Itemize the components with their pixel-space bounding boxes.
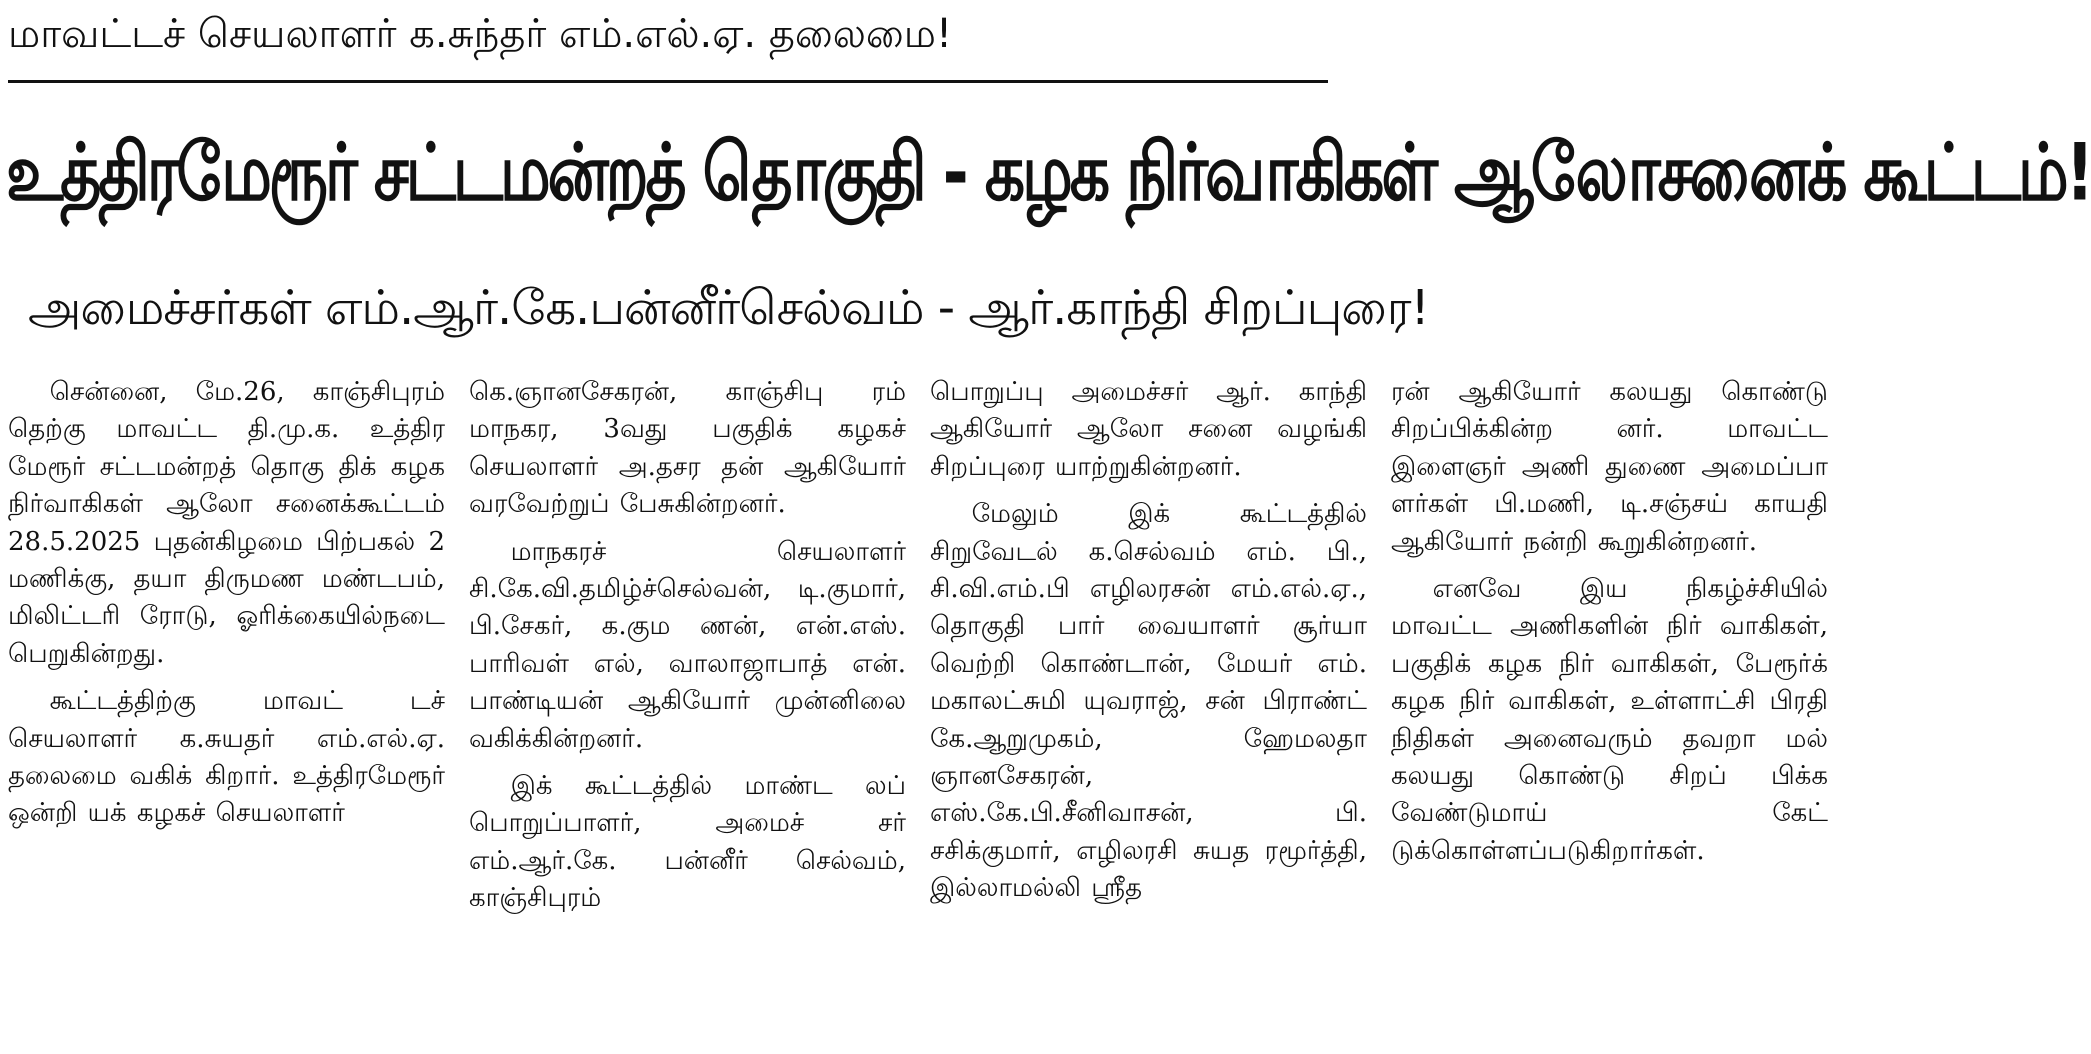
article-column-3: [930, 374, 1367, 1054]
article-column-4: [1391, 374, 1828, 1054]
paragraph: பொறுப்பு அமைச்சர் ஆர். காந்தி ஆகியோர் ஆலோ சனை வழங்கி சிறப்புரை யாற்றுகின்றனர்.: [930, 377, 1367, 482]
paragraph: ரன் ஆகியோர் கலயது கொண்டு சிறப்பிக்கின்ற னர். மாவட்ட இளைஞர் அணி துணை அமைப்பா ளர்கள் பி.மணி, டி.சஞ்சய் காயதி ஆகியோர் நன்றி கூறுகின்றனர்.: [1391, 377, 1828, 557]
paragraph: எனவே இய நிகழ்ச்சியில் மாவட்ட அணிகளின் நிர் வாகிகள், பகுதிக் கழக நிர் வாகிகள், பேரூர்க் கழக நிர் வாகிகள், உள்ளாட்சி பிரதி நிதிகள் அனைவரும் தவறா மல் கலயது கொண்டு சிறப் பிக்க வேண்டுமாய் கேட் டுக்கொள்ளப்படுகிறார்கள்.: [1391, 574, 1828, 866]
article-column-2: [469, 374, 906, 1054]
headline: உத்திரமேரூர் சட்டமன்றத் தொகுதி - கழக நிர்வாகிகள் ஆலோசனைக் கூட்டம்!: [6, 126, 2091, 218]
paragraph: மேலும் இக் கூட்டத்தில் சிறுவேடல் க.செல்வம் எம். பி., சி.வி.எம்.பி எழிலரசன் எம்.எல்.ஏ., தொகுதி பார் வையாளர் சூர்யா வெற்றி கொண்டான், மேயர் எம். மகாலட்சுமி யுவராஜ், சன் பிராண்ட் கே.ஆறுமுகம், ஹேமலதா ஞானசேகரன், எஸ்.கே.பி.சீனிவாசன், பி. சசிக்குமார், எழிலரசி சுயத ரமூர்த்தி, இல்லாமல்லி ஸ்ரீத: [930, 499, 1367, 904]
paragraph: இக் கூட்டத்தில் மாண்ட லப் பொறுப்பாளர், அமைச் சர் எம்.ஆர்.கே. பன்னீர் செல்வம், காஞ்சிபுரம்: [469, 771, 906, 914]
paragraph: மாநகரச் செயலாளர் சி.கே.வி.தமிழ்ச்செல்வன், டி.குமார், பி.சேகர், க.கும ணன், என்.எஸ். பாரிவள் எல், வாலாஜாபாத் என். பாண்டியன் ஆகியோர் முன்னிலை வகிக்கின்றனர்.: [469, 536, 906, 754]
paragraph: கெ.ஞானசேகரன், காஞ்சிபு ரம் மாநகர, 3வது பகுதிக் கழகச் செயலாளர் அ.தசர தன் ஆகியோர் வரவேற்றுப் பேசுகின்றனர்.: [469, 377, 906, 520]
article-body: [8, 374, 1828, 1054]
kicker-line: மாவட்டச் செயலாளர் க.சுந்தர் எம்.எல்.ஏ. தலைமை!: [8, 11, 953, 57]
subheadline: அமைச்சர்கள் எம்.ஆர்.கே.பன்னீர்செல்வம் - ஆர்.காந்தி சிறப்புரை!: [28, 280, 1429, 336]
kicker-underline: [8, 80, 1328, 83]
article-column-1: [8, 374, 445, 1054]
paragraph: சென்னை, மே.26, காஞ்சிபுரம் தெற்கு மாவட்ட தி.மு.க. உத்திர மேரூர் சட்டமன்றத் தொகு திக் கழக நிர்வாகிகள் ஆலோ சனைக்கூட்டம் 28.5.2025 புதன்கிழமை பிற்பகல் 2 மணிக்கு, தயா திருமண மண்டபம், மிலிட்டரி ரோடு, ஓரிக்கையில்நடை பெறுகின்றது.: [8, 377, 445, 669]
paragraph: கூட்டத்திற்கு மாவட் டச் செயலாளர் க.சுயதர் எம்.எல்.ஏ. தலைமை வகிக் கிறார். உத்திரமேரூர் ஒன்றி யக் கழகச் செயலாளர்: [8, 686, 445, 829]
